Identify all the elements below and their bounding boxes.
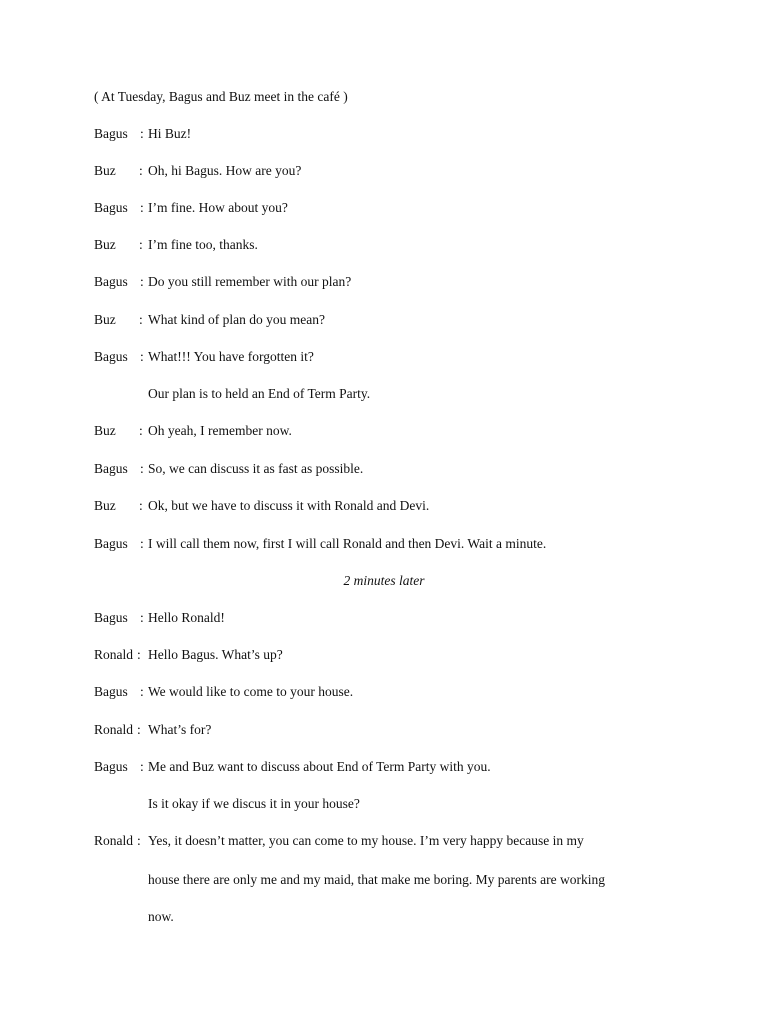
- dialogue-text: Hello Bagus. What’s up?: [148, 647, 283, 662]
- speaker-colon: :: [139, 423, 143, 438]
- dialogue-text: I will call them now, first I will call Ronald and then Devi. Wait a minute.: [148, 536, 547, 551]
- dialogue-text: Is it okay if we discus it in your house?: [148, 796, 360, 811]
- speaker-colon: :: [140, 610, 144, 625]
- speaker-colon: :: [140, 759, 144, 774]
- speaker-name: Bagus: [94, 610, 128, 625]
- dialogue-text: Yes, it doesn’t matter, you can come to my house. I’m very happy because in my: [148, 833, 584, 848]
- dialogue-text: What’s for?: [148, 722, 212, 737]
- speaker-name: Ronald: [94, 722, 133, 737]
- speaker-name: Bagus: [94, 274, 128, 289]
- speaker-colon: :: [140, 200, 144, 215]
- speaker-colon: :: [140, 274, 144, 289]
- dialogue-text: I’m fine. How about you?: [148, 200, 288, 215]
- speaker-name: Bagus: [94, 126, 128, 141]
- speaker-colon: :: [140, 684, 144, 699]
- speaker-name: Buz: [94, 312, 116, 327]
- dialogue-text: Do you still remember with our plan?: [148, 274, 352, 289]
- speaker-colon: :: [140, 461, 144, 476]
- dialogue-text: I’m fine too, thanks.: [148, 237, 258, 252]
- speaker-colon: :: [139, 498, 143, 513]
- dialogue-text: What kind of plan do you mean?: [148, 312, 325, 327]
- speaker-name: Bagus: [94, 536, 128, 551]
- dialogue-text: Me and Buz want to discuss about End of Term Party with you.: [148, 759, 491, 774]
- speaker-colon: :: [137, 833, 141, 848]
- speaker-name: Bagus: [94, 200, 128, 215]
- speaker-name: Bagus: [94, 684, 128, 699]
- dialogue-text: Hi Buz!: [148, 126, 192, 141]
- dialogue-text: Hello Ronald!: [148, 610, 225, 625]
- dialogue-text: What!!! You have forgotten it?: [148, 349, 314, 364]
- speaker-name: Bagus: [94, 759, 128, 774]
- speaker-colon: :: [139, 163, 143, 178]
- speaker-colon: :: [137, 722, 141, 737]
- speaker-colon: :: [137, 647, 141, 662]
- dialogue-text: We would like to come to your house.: [148, 684, 354, 699]
- speaker-name: Buz: [94, 423, 116, 438]
- dialogue-text: Ok, but we have to discuss it with Ronald and Devi.: [148, 498, 430, 513]
- dialogue-text: Oh yeah, I remember now.: [148, 423, 292, 438]
- speaker-colon: :: [140, 349, 144, 364]
- speaker-colon: :: [139, 312, 143, 327]
- dialogue-text: house there are only me and my maid, that make me boring. My parents are working: [148, 872, 605, 887]
- speaker-name: Buz: [94, 237, 116, 252]
- speaker-colon: :: [140, 536, 144, 551]
- speaker-colon: :: [140, 126, 144, 141]
- dialogue-text: Our plan is to held an End of Term Party.: [148, 386, 371, 401]
- speaker-name: Ronald: [94, 647, 133, 662]
- dialogue-text: now.: [148, 909, 174, 924]
- dialogue-text: So, we can discuss it as fast as possible.: [148, 461, 364, 476]
- time-note: 2 minutes later: [343, 573, 425, 588]
- speaker-name: Ronald: [94, 833, 133, 848]
- stage-direction: ( At Tuesday, Bagus and Buz meet in the café ): [94, 89, 348, 104]
- speaker-name: Buz: [94, 498, 116, 513]
- speaker-colon: :: [139, 237, 143, 252]
- dialogue-text: Oh, hi Bagus. How are you?: [148, 163, 302, 178]
- speaker-name: Buz: [94, 163, 116, 178]
- speaker-name: Bagus: [94, 461, 128, 476]
- speaker-name: Bagus: [94, 349, 128, 364]
